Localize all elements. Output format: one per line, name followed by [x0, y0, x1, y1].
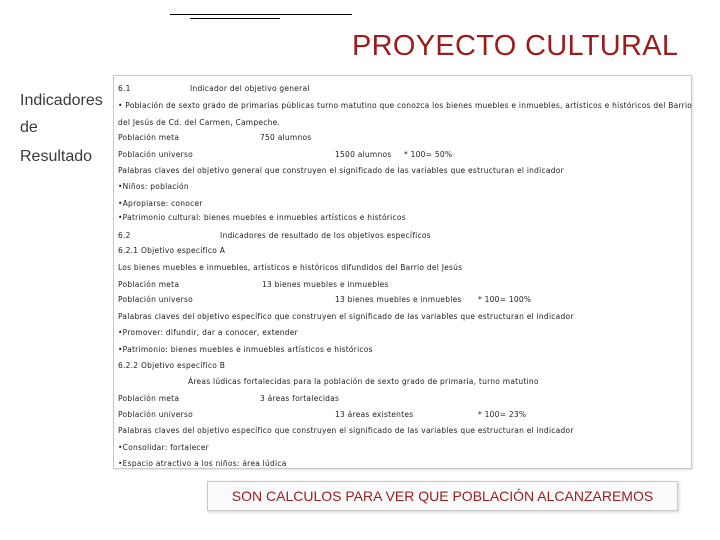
indicator-line-text: •Niños: población	[118, 182, 189, 191]
indicator-line-text: 1500 alumnos	[335, 150, 392, 159]
indicator-line-text: •Patrimonio: bienes muebles e inmuebles artísticos e históricos	[118, 345, 373, 354]
indicator-line-text: 6.2.1 Objetivo específico A	[118, 246, 226, 255]
indicator-line-text: Población meta	[118, 133, 180, 142]
indicator-line-text: 13 bienes muebles e inmuebles	[335, 295, 462, 304]
indicator-line-text: Población universo	[118, 410, 193, 419]
indicator-line-text: 13 áreas existentes	[335, 410, 414, 419]
indicator-line-text: Población universo	[118, 150, 193, 159]
indicator-line-text: Población meta	[118, 394, 180, 403]
indicator-line-text: •Promover: difundir, dar a conocer, extender	[118, 328, 298, 337]
top-rule-long	[170, 14, 352, 15]
indicator-line-text: Áreas lúdicas fortalecidas para la población de sexto grado de primaria, turno matutino	[188, 377, 539, 386]
indicator-line-text: del Jesús de Cd. del Carmen, Campeche.	[118, 118, 281, 127]
indicator-line-text: * 100= 50%	[404, 150, 453, 159]
side-label-line-1: Indicadores	[20, 92, 103, 109]
indicator-line-text: 6.1	[118, 84, 131, 93]
indicator-line-text: •Espacio atractivo a los niños: área lúdica	[118, 459, 287, 468]
footer-callout: SON CALCULOS PARA VER QUE POBLACIÓN ALCANZAREMOS	[207, 481, 678, 511]
indicator-line-text: * 100= 23%	[478, 410, 527, 419]
side-label-line-2: de	[20, 119, 38, 136]
indicator-line-text: •Patrimonio cultural: bienes muebles e inmuebles artísticos e históricos	[118, 213, 406, 222]
indicator-line-text: Indicadores de resultado de los objetivos específicos	[220, 231, 431, 240]
indicator-line-text: 3 áreas fortalecidas	[260, 394, 340, 403]
indicator-line-text: • Población de sexto grado de primarias públicas turno matutino que conozca los bienes muebles e inmuebles, artísticos e históricos del Barrio	[118, 101, 693, 110]
indicator-line-text: 13 bienes muebles e inmuebles	[262, 280, 389, 289]
indicator-line-text: Palabras claves del objetivo general que construyen el significado de las variables que estructuran el indicador	[118, 166, 564, 175]
indicator-line-text: 750 alumnos	[260, 133, 312, 142]
page-title: PROYECTO CULTURAL	[352, 30, 679, 62]
side-label-line-3: Resultado	[20, 148, 93, 165]
indicator-line-text: •Apropiarse: conocer	[118, 199, 203, 208]
indicator-line-text: * 100= 100%	[478, 295, 532, 304]
indicator-line-text: Población universo	[118, 295, 193, 304]
indicator-line-text: Palabras claves del objetivo específico que construyen el significado de las variables que estructuran el indicador	[118, 312, 574, 321]
indicator-line-text: Los bienes muebles e inmuebles, artísticos e históricos difundidos del Barrio del Jesús	[118, 263, 463, 272]
indicator-line-text: 6.2	[118, 231, 131, 240]
top-rule-short	[190, 18, 280, 19]
indicator-line-text: Población meta	[118, 280, 180, 289]
indicator-line-text: 6.2.2 Objetivo específico B	[118, 361, 226, 370]
indicator-line-text: •Consolidar: fortalecer	[118, 443, 210, 452]
indicator-line-text: Indicador del objetivo general	[190, 84, 310, 93]
indicator-line-text: Palabras claves del objetivo específico que construyen el significado de las variables que estructuran el indicador	[118, 426, 574, 435]
